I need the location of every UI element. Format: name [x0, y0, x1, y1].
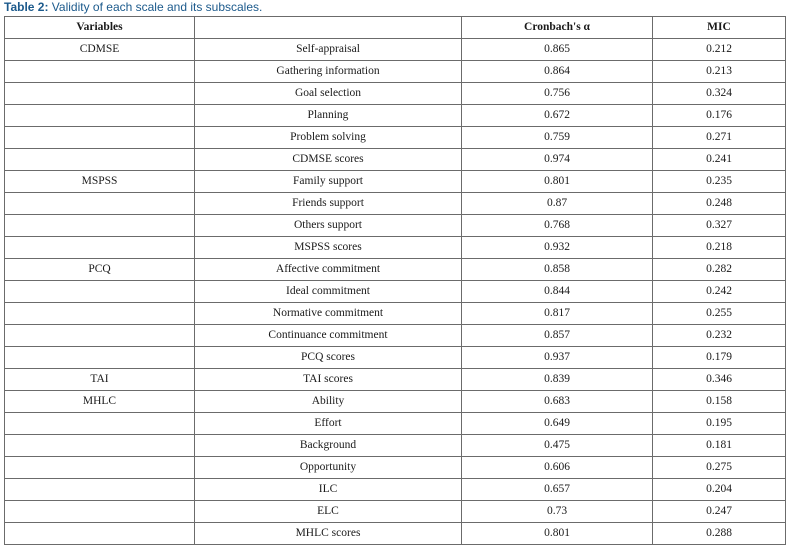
column-header-mic: MIC	[653, 17, 786, 39]
cell-variable: TAI	[5, 369, 195, 391]
cell-cronbach-alpha: 0.683	[462, 391, 653, 413]
cell-variable	[5, 501, 195, 523]
cell-cronbach-alpha: 0.839	[462, 369, 653, 391]
table-row	[5, 237, 786, 259]
cell-variable	[5, 457, 195, 479]
column-header-cronbach-alpha: Cronbach's α	[462, 17, 653, 39]
table-row	[5, 193, 786, 215]
cell-cronbach-alpha: 0.857	[462, 325, 653, 347]
cell-variable	[5, 479, 195, 501]
cell-cronbach-alpha: 0.932	[462, 237, 653, 259]
cell-subscale: TAI scores	[195, 369, 462, 391]
cell-mic: 0.271	[653, 127, 786, 149]
cell-cronbach-alpha: 0.937	[462, 347, 653, 369]
cell-variable: MSPSS	[5, 171, 195, 193]
cell-subscale: Ability	[195, 391, 462, 413]
table-row	[5, 105, 786, 127]
cell-mic: 0.248	[653, 193, 786, 215]
cell-mic: 0.242	[653, 281, 786, 303]
table-row	[5, 523, 786, 545]
cell-cronbach-alpha: 0.801	[462, 171, 653, 193]
cell-variable	[5, 325, 195, 347]
cell-mic: 0.195	[653, 413, 786, 435]
cell-mic: 0.218	[653, 237, 786, 259]
cell-cronbach-alpha: 0.657	[462, 479, 653, 501]
cell-variable	[5, 149, 195, 171]
cell-mic: 0.324	[653, 83, 786, 105]
cell-variable	[5, 523, 195, 545]
cell-variable	[5, 303, 195, 325]
cell-subscale: ILC	[195, 479, 462, 501]
cell-variable	[5, 193, 195, 215]
cell-mic: 0.282	[653, 259, 786, 281]
table-row	[5, 39, 786, 61]
cell-subscale: MHLC scores	[195, 523, 462, 545]
cell-cronbach-alpha: 0.858	[462, 259, 653, 281]
cell-cronbach-alpha: 0.974	[462, 149, 653, 171]
cell-subscale: Ideal commitment	[195, 281, 462, 303]
cell-cronbach-alpha: 0.801	[462, 523, 653, 545]
cell-cronbach-alpha: 0.865	[462, 39, 653, 61]
table-row	[5, 259, 786, 281]
table-row	[5, 369, 786, 391]
cell-mic: 0.158	[653, 391, 786, 413]
cell-cronbach-alpha: 0.756	[462, 83, 653, 105]
table-caption	[4, 0, 262, 16]
cell-cronbach-alpha: 0.844	[462, 281, 653, 303]
table-row	[5, 215, 786, 237]
cell-mic: 0.327	[653, 215, 786, 237]
cell-variable	[5, 105, 195, 127]
cell-variable	[5, 83, 195, 105]
table-caption-text: Validity of each scale and its subscales.	[48, 0, 263, 14]
cell-cronbach-alpha: 0.606	[462, 457, 653, 479]
column-header-variables: Variables	[5, 17, 195, 39]
cell-mic: 0.346	[653, 369, 786, 391]
cell-mic: 0.241	[653, 149, 786, 171]
table-header-row	[5, 17, 786, 39]
cell-mic: 0.288	[653, 523, 786, 545]
cell-variable	[5, 127, 195, 149]
cell-subscale: Others support	[195, 215, 462, 237]
cell-mic: 0.255	[653, 303, 786, 325]
cell-variable: CDMSE	[5, 39, 195, 61]
cell-cronbach-alpha: 0.817	[462, 303, 653, 325]
cell-subscale: Background	[195, 435, 462, 457]
cell-subscale: Opportunity	[195, 457, 462, 479]
cell-subscale: PCQ scores	[195, 347, 462, 369]
table-row	[5, 347, 786, 369]
table-row	[5, 413, 786, 435]
cell-subscale: ELC	[195, 501, 462, 523]
table-body	[5, 39, 786, 545]
cell-cronbach-alpha: 0.672	[462, 105, 653, 127]
cell-mic: 0.235	[653, 171, 786, 193]
cell-mic: 0.176	[653, 105, 786, 127]
cell-variable: PCQ	[5, 259, 195, 281]
cell-cronbach-alpha: 0.475	[462, 435, 653, 457]
validity-table	[4, 16, 786, 545]
table-row	[5, 83, 786, 105]
cell-subscale: Gathering information	[195, 61, 462, 83]
cell-cronbach-alpha: 0.864	[462, 61, 653, 83]
cell-variable	[5, 61, 195, 83]
table-row	[5, 127, 786, 149]
cell-subscale: Friends support	[195, 193, 462, 215]
table-row	[5, 149, 786, 171]
table-row	[5, 391, 786, 413]
cell-mic: 0.179	[653, 347, 786, 369]
cell-cronbach-alpha: 0.768	[462, 215, 653, 237]
cell-variable	[5, 413, 195, 435]
cell-mic: 0.275	[653, 457, 786, 479]
cell-variable	[5, 215, 195, 237]
cell-mic: 0.213	[653, 61, 786, 83]
table-row	[5, 479, 786, 501]
cell-variable	[5, 237, 195, 259]
table-row	[5, 303, 786, 325]
cell-subscale: Affective commitment	[195, 259, 462, 281]
table-row	[5, 435, 786, 457]
cell-cronbach-alpha: 0.759	[462, 127, 653, 149]
cell-subscale: Planning	[195, 105, 462, 127]
table-row	[5, 457, 786, 479]
cell-variable: MHLC	[5, 391, 195, 413]
table-row	[5, 501, 786, 523]
cell-subscale: Continuance commitment	[195, 325, 462, 347]
cell-subscale: MSPSS scores	[195, 237, 462, 259]
cell-mic: 0.232	[653, 325, 786, 347]
cell-mic: 0.247	[653, 501, 786, 523]
table-row	[5, 325, 786, 347]
cell-subscale: Goal selection	[195, 83, 462, 105]
cell-variable	[5, 347, 195, 369]
cell-subscale: Effort	[195, 413, 462, 435]
cell-mic: 0.181	[653, 435, 786, 457]
cell-subscale: Problem solving	[195, 127, 462, 149]
column-header-subscale	[195, 17, 462, 39]
cell-subscale: CDMSE scores	[195, 149, 462, 171]
cell-mic: 0.204	[653, 479, 786, 501]
cell-cronbach-alpha: 0.87	[462, 193, 653, 215]
table-caption-label: Table 2:	[4, 0, 49, 14]
cell-subscale: Self-appraisal	[195, 39, 462, 61]
cell-subscale: Normative commitment	[195, 303, 462, 325]
table-row	[5, 171, 786, 193]
table-row	[5, 61, 786, 83]
cell-cronbach-alpha: 0.649	[462, 413, 653, 435]
cell-cronbach-alpha: 0.73	[462, 501, 653, 523]
cell-variable	[5, 281, 195, 303]
cell-variable	[5, 435, 195, 457]
cell-subscale: Family support	[195, 171, 462, 193]
table-row	[5, 281, 786, 303]
cell-mic: 0.212	[653, 39, 786, 61]
